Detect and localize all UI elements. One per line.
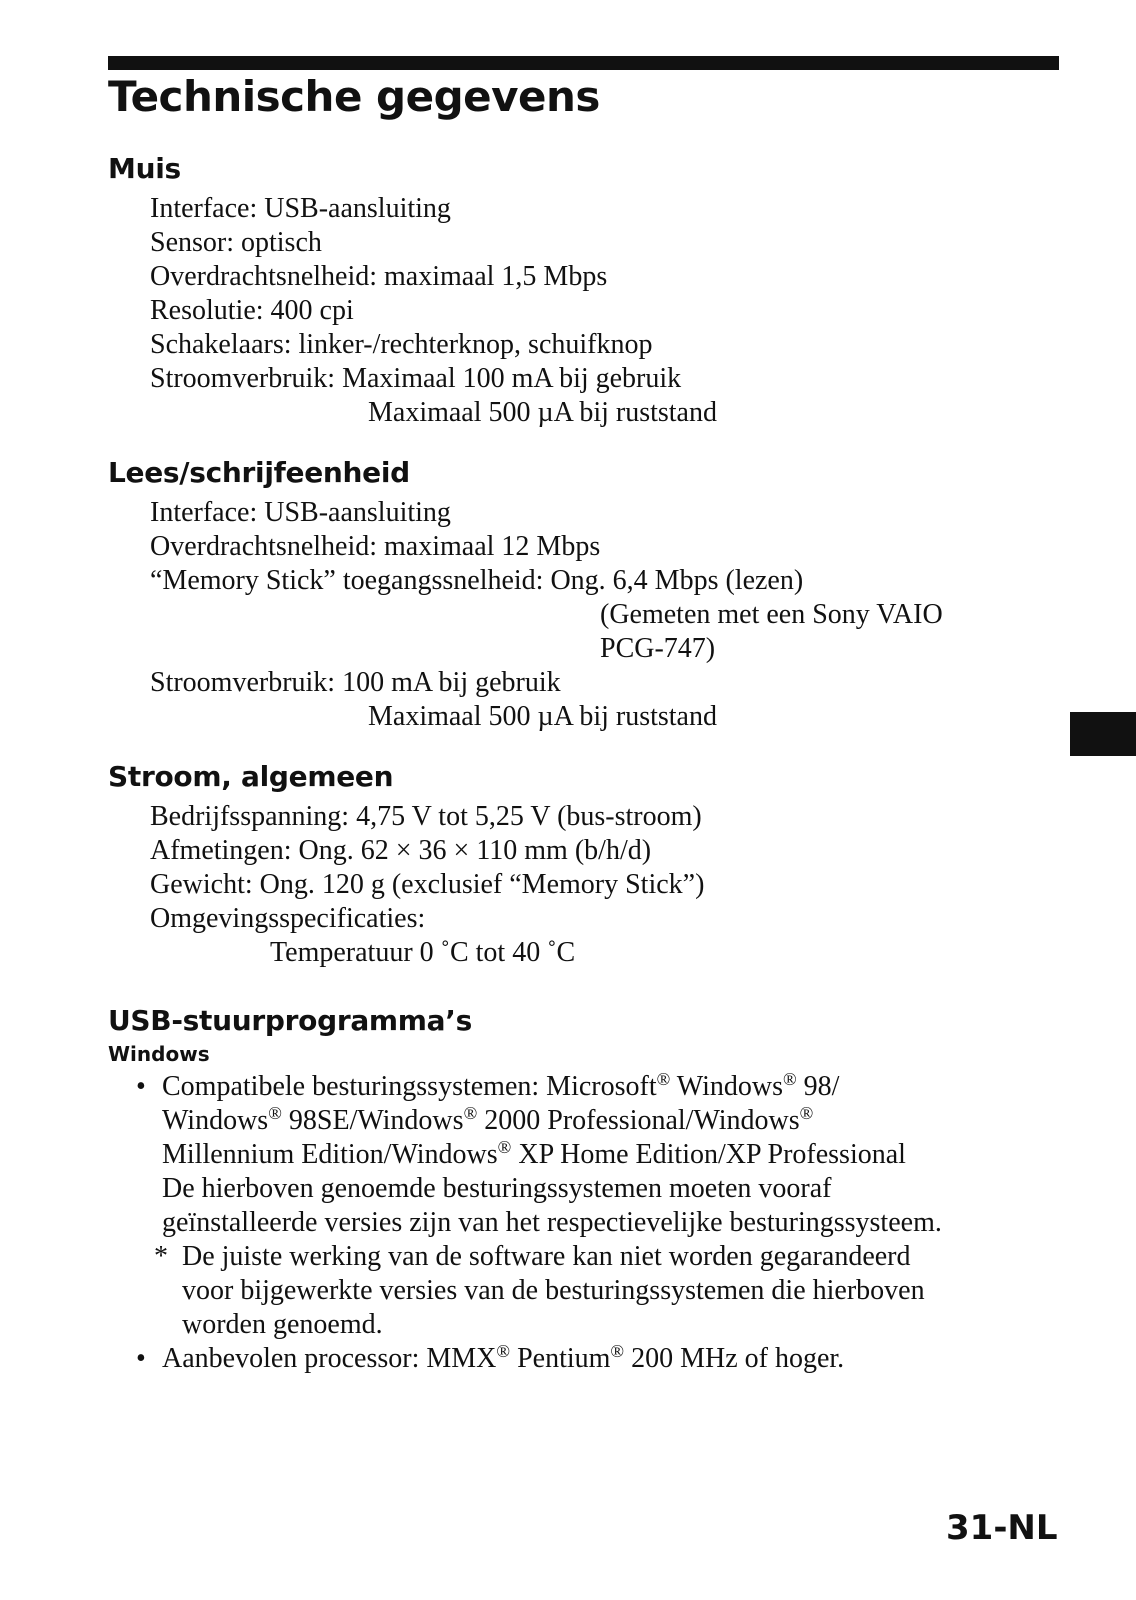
section-heading-usb-stuurprogrammas: USB-stuurprogramma’s	[108, 1004, 472, 1037]
spec-line-continued: Temperatuur 0 ˚C tot 40 ˚C	[270, 937, 576, 968]
section-heading-muis: Muis	[108, 152, 181, 185]
bullet-glyph: •	[136, 1343, 146, 1374]
spec-line: Overdrachtsnelheid: maximaal 1,5 Mbps	[150, 261, 608, 292]
os-list-line: Compatibele besturingssystemen: Microsoft® Windows® 98/	[162, 1069, 840, 1102]
page-title: Technische gegevens	[108, 72, 600, 121]
spec-line: Omgevingsspecificaties:	[150, 903, 426, 934]
section-tab-marker	[1070, 712, 1136, 756]
note-asterisk: *	[154, 1241, 168, 1272]
spec-line-continued: PCG-747)	[600, 633, 716, 664]
spec-line: Sensor: optisch	[150, 227, 322, 258]
spec-line: Stroomverbruik: Maximaal 100 mA bij gebruik	[150, 363, 682, 394]
spec-line: Overdrachtsnelheid: maximaal 12 Mbps	[150, 531, 601, 562]
spec-line: Gewicht: Ong. 120 g (exclusief “Memory Stick”)	[150, 869, 705, 900]
note-line: De juiste werking van de software kan niet worden gegarandeerd	[182, 1241, 911, 1272]
spec-line: Resolutie: 400 cpi	[150, 295, 354, 326]
section-heading-stroom-algemeen: Stroom, algemeen	[108, 760, 394, 793]
spec-line-continued: Maximaal 500 µA bij ruststand	[368, 397, 717, 428]
os-list-line: geïnstalleerde versies zijn van het respectievelijke besturingssysteem.	[162, 1207, 942, 1238]
note-line: worden genoemd.	[182, 1309, 383, 1340]
subheading-windows: Windows	[108, 1042, 210, 1066]
spec-line: Stroomverbruik: 100 mA bij gebruik	[150, 667, 561, 698]
spec-line: Afmetingen: Ong. 62 × 36 × 110 mm (b/h/d)	[150, 835, 652, 866]
os-list-line: De hierboven genoemde besturingssystemen moeten vooraf	[162, 1173, 832, 1204]
processor-line: Aanbevolen processor: MMX® Pentium® 200 MHz of hoger.	[162, 1341, 845, 1374]
spec-line: Interface: USB-aansluiting	[150, 497, 451, 528]
spec-line: Bedrijfsspanning: 4,75 V tot 5,25 V (bus-stroom)	[150, 801, 702, 832]
bullet-glyph: •	[136, 1071, 146, 1102]
top-rule	[108, 56, 1059, 70]
spec-line-continued: (Gemeten met een Sony VAIO	[600, 599, 943, 630]
os-list-line: Millennium Edition/Windows® XP Home Edition/XP Professional	[162, 1137, 906, 1170]
spec-line-continued: Maximaal 500 µA bij ruststand	[368, 701, 717, 732]
os-list-line: Windows® 98SE/Windows® 2000 Professional/Windows®	[162, 1103, 814, 1136]
section-heading-lees-schrijfeenheid: Lees/schrijfeenheid	[108, 456, 410, 489]
spec-line: Interface: USB-aansluiting	[150, 193, 451, 224]
note-line: voor bijgewerkte versies van de besturingssystemen die hierboven	[182, 1275, 925, 1306]
page-number: 31-NL	[946, 1508, 1058, 1548]
spec-line: Schakelaars: linker-/rechterknop, schuifknop	[150, 329, 653, 360]
spec-line: “Memory Stick” toegangssnelheid: Ong. 6,4 Mbps (lezen)	[150, 565, 804, 596]
